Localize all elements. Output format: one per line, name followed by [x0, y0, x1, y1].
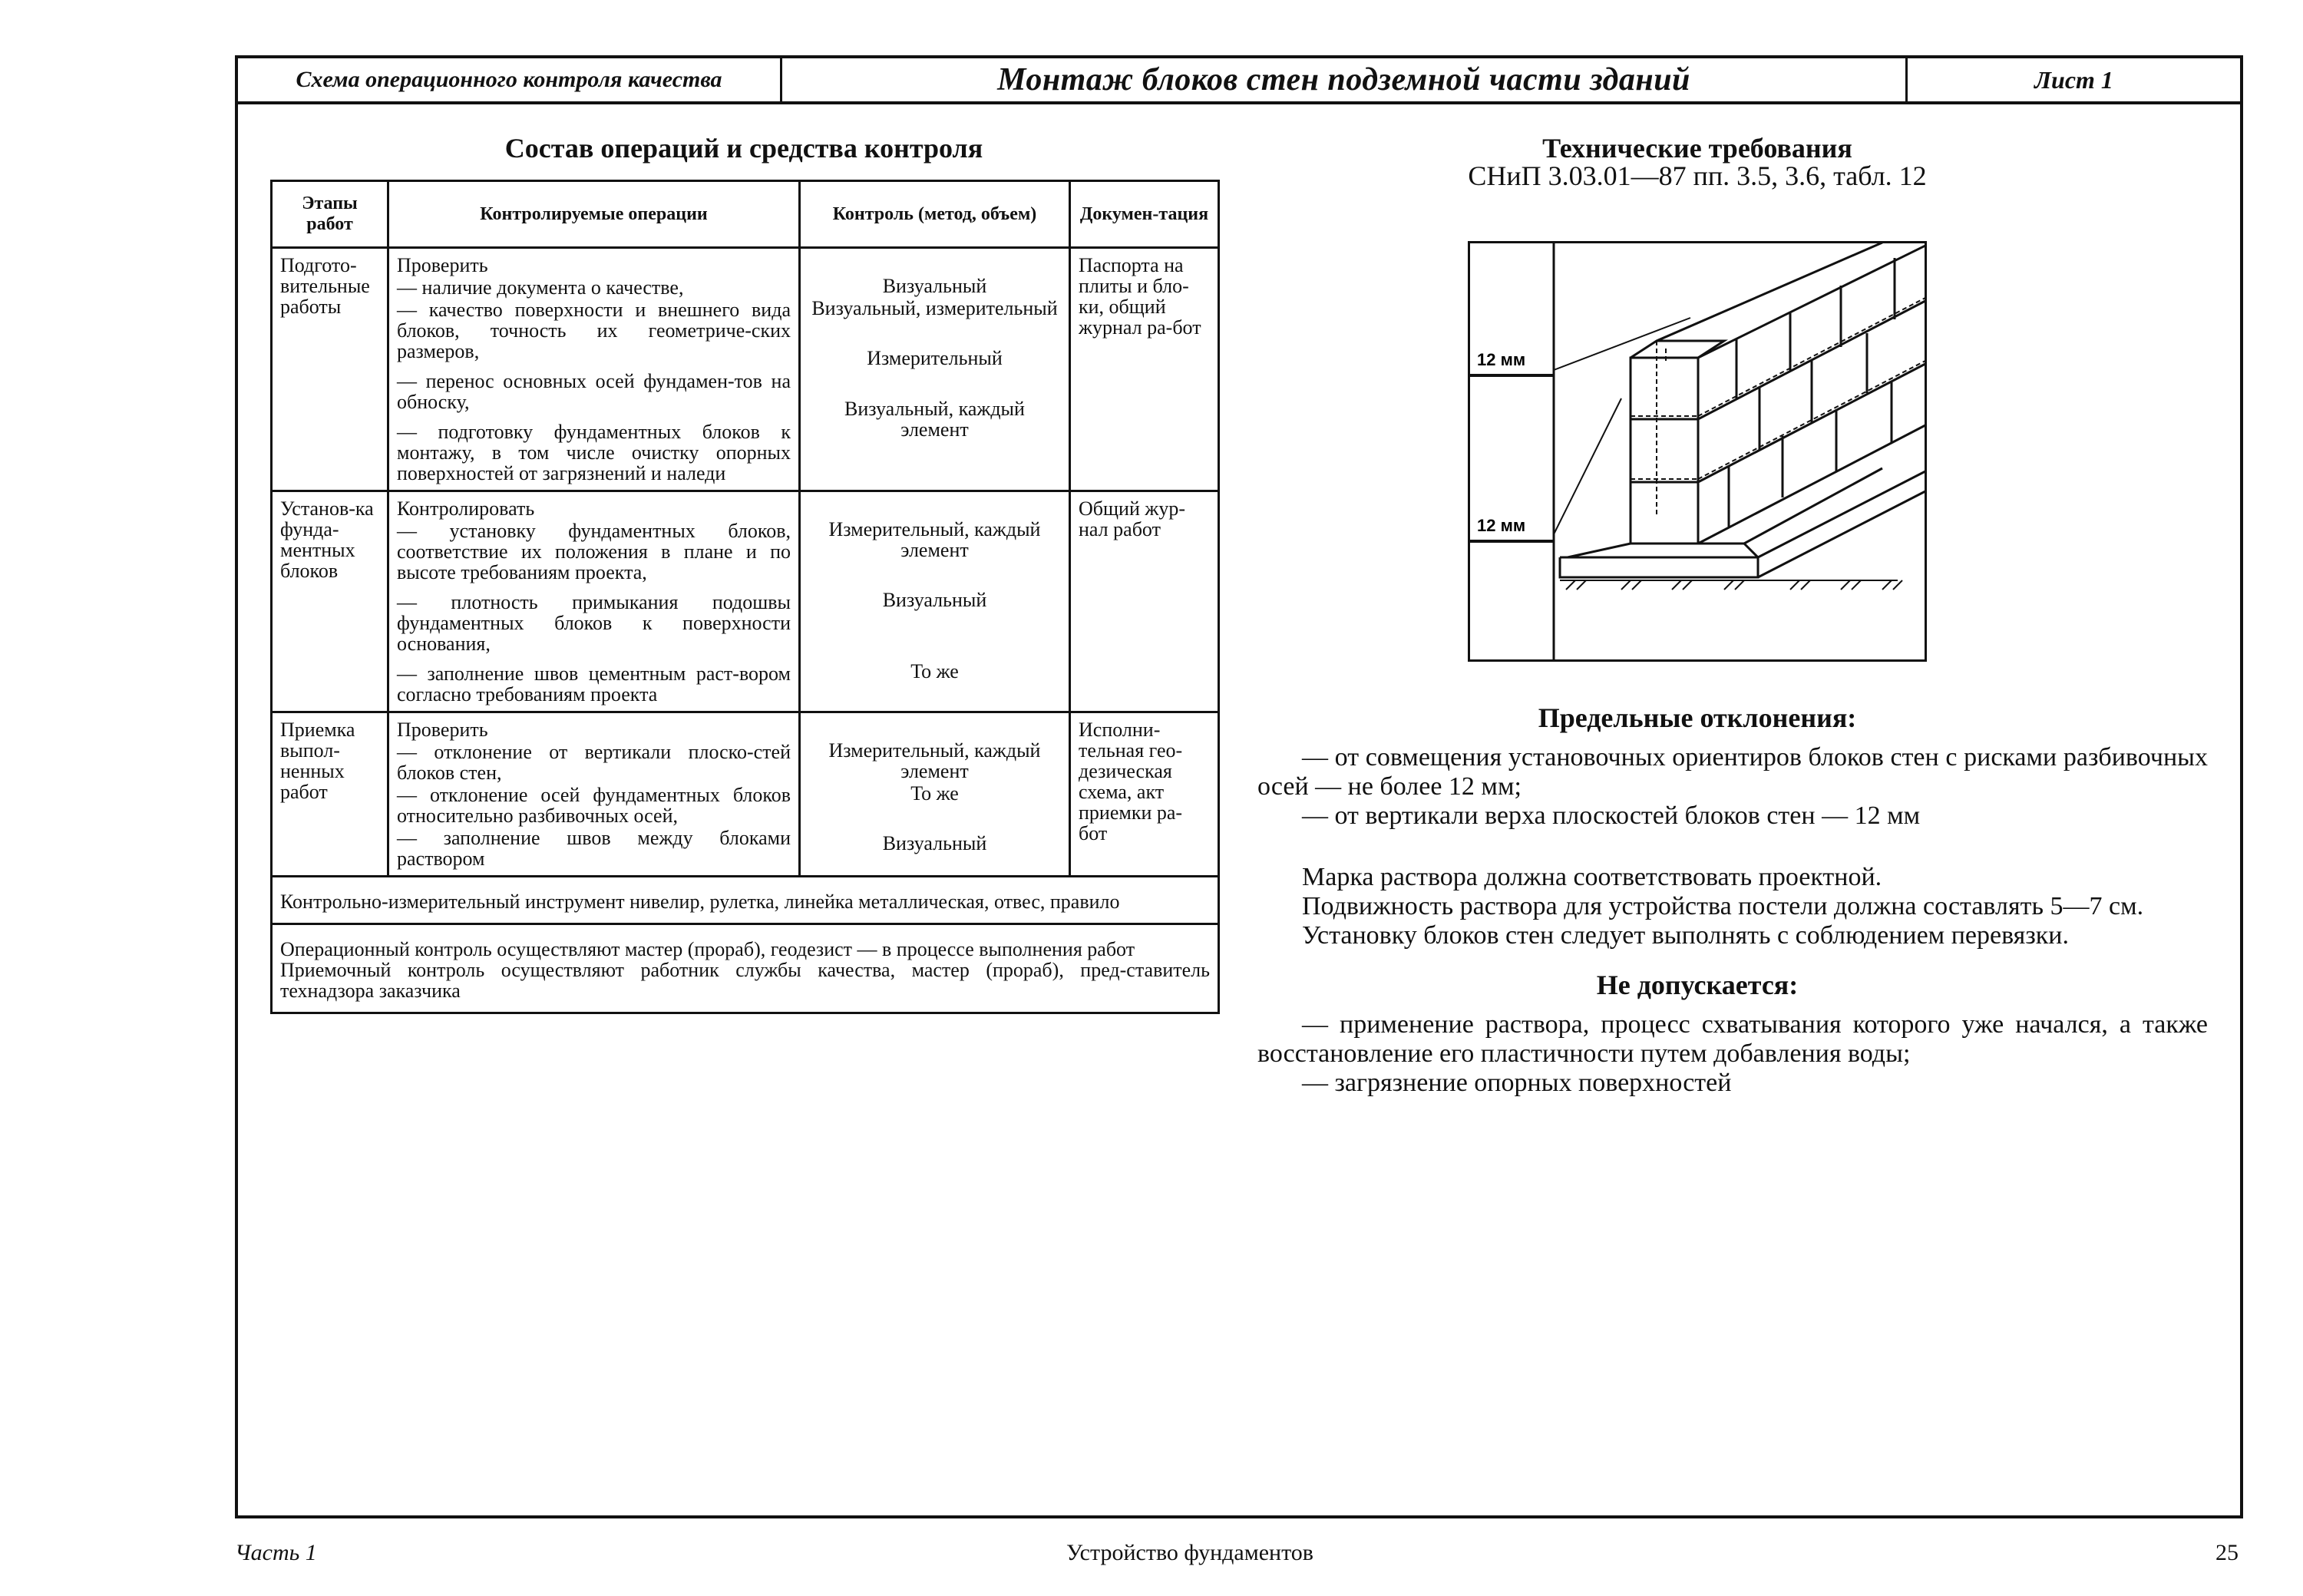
control-method: Измерительный, каждый элемент: [828, 739, 1041, 782]
not-allowed-title: Не допускается:: [1596, 970, 1799, 1000]
control-method: Измерительный, каждый элемент: [828, 518, 1041, 561]
operation-item: — наличие документа о качестве,: [397, 276, 684, 299]
operations-cell: [388, 248, 800, 491]
tech-requirements-ref: СНиП 3.03.01—87 пп. 3.5, 3.6, табл. 12: [1468, 160, 1927, 191]
col-control-header: Контроль (метод, объем): [800, 181, 1070, 248]
control-method: Измерительный: [867, 347, 1003, 369]
note-item: Марка раствора должна соответствовать проектной.: [1302, 863, 1882, 891]
operation-lead: Контролировать: [397, 497, 535, 520]
operation-item: — подготовку фундаментных блоков к монтажу, в том числе очистку опорных поверхностей от загрязнений и наледи: [397, 421, 791, 484]
control-method: Визуальный: [882, 589, 987, 611]
operation-item: — заполнение швов между блоками раствором: [397, 827, 791, 870]
fig-dimension-label-bottom: 12 мм: [1477, 516, 1526, 535]
control-cell: [800, 491, 1070, 712]
operational-control-note: Операционный контроль осуществляют мастер (прораб), геодезист — в процессе выполнения работ: [280, 938, 1135, 960]
deviation-item: — от вертикали верха плоскостей блоков стен — 12 мм: [1302, 801, 1921, 830]
limit-deviations-title: Предельные отклонения:: [1538, 702, 1857, 733]
not-allowed-list: [1257, 1010, 2208, 1098]
limit-deviations-list: [1257, 743, 2208, 831]
stage-cell: Установ-ка фунда-ментных блоков: [272, 491, 388, 712]
header-scheme-title: Схема операционного контроля качества: [238, 58, 782, 101]
operation-item: — плотность примыкания подошвы фундаментных блоков к поверхности основания,: [397, 591, 791, 655]
header: [238, 58, 2240, 104]
control-notes-row: [272, 924, 1219, 1013]
operation-lead: Проверить: [397, 254, 488, 276]
stage-cell: Приемка выпол-ненных работ: [272, 712, 388, 877]
operation-item: — отклонение от вертикали плоско-стей блоков стен,: [397, 741, 791, 784]
block-wall-figure: [1468, 241, 1927, 662]
control-method: То же: [910, 782, 959, 805]
operation-lead: Проверить: [397, 719, 488, 741]
control-method: Визуальный: [882, 275, 987, 297]
note-item: Подвижность раствора для устройства постели должна составлять 5—7 см.: [1302, 892, 2144, 920]
control-method: Визуальный, измерительный: [811, 297, 1058, 319]
acceptance-control-note: Приемочный контроль осуществляют работник службы качества, мастер (прораб), пред-ставитель технадзора заказчика: [280, 959, 1210, 1002]
mortar-notes: [1257, 863, 2208, 950]
control-cell: [800, 712, 1070, 877]
col-stage-header: Этапы работ: [272, 181, 388, 248]
instruments-row: [272, 877, 1219, 924]
not-allowed-item: — применение раствора, процесс схватывания которого уже начался, а также восстановление его пластичности путем добавления воды;: [1257, 1010, 2208, 1068]
fig-dimension-label-top: 12 мм: [1477, 350, 1526, 369]
operations-cell: [388, 491, 800, 712]
operation-item: — установку фундаментных блоков, соответствие их положения в плане и по высоте требованиям проекта,: [397, 520, 791, 583]
operations-cell: [388, 712, 800, 877]
tech-requirements-title: Технические требования: [1542, 133, 1852, 164]
col-docs-header: Докумен-тация: [1070, 181, 1219, 248]
header-sheet-number: Лист 1: [2034, 65, 2113, 94]
control-cell: [800, 248, 1070, 491]
control-notes-cell: [272, 924, 1219, 1013]
docs-cell: Исполни-тельная гео-дезическая схема, акт приемки ра-бот: [1070, 712, 1219, 877]
control-method: То же: [910, 660, 959, 682]
stage-cell: Подгото-вительные работы: [272, 248, 388, 491]
instruments-cell: Контрольно-измерительный инструмент нивелир, рулетка, линейка металлическая, отвес, правило: [272, 877, 1219, 924]
control-method: Визуальный, каждый элемент: [844, 398, 1025, 441]
operation-item: — качество поверхности и внешнего вида блоков, точность их геометриче-ских размеров,: [397, 299, 791, 362]
control-method: Визуальный: [882, 832, 987, 854]
not-allowed-item: — загрязнение опорных поверхностей: [1302, 1069, 1732, 1097]
deviation-item: — от совмещения установочных ориентиров блоков стен с рисками разбивочных осей — не более 12 мм;: [1257, 743, 2208, 801]
footer-part: Часть 1: [235, 1540, 317, 1565]
header-work-title: Монтаж блоков стен подземной части зданий: [782, 58, 1908, 101]
docs-cell: Паспорта на плиты и бло-ки, общий журнал ра-бот: [1070, 248, 1219, 491]
operation-item: — перенос основных осей фундамен-тов на обноску,: [397, 370, 791, 413]
footer-page-number: 25: [2215, 1540, 2239, 1565]
docs-cell: Общий жур-нал работ: [1070, 491, 1219, 712]
operation-item: — отклонение осей фундаментных блоков относительно разбивочных осей,: [397, 784, 791, 827]
table-row: [272, 712, 1219, 877]
operation-item: — заполнение швов цементным раст-вором согласно требованиям проекта: [397, 663, 791, 705]
col-operations-header: Контролируемые операции: [388, 181, 800, 248]
operations-title: Состав операций и средства контроля: [504, 133, 983, 164]
table-row: [272, 248, 1219, 491]
footer-section: Устройство фундаментов: [1066, 1540, 1313, 1565]
table-row: [272, 491, 1219, 712]
note-item: Установку блоков стен следует выполнять с соблюдением перевязки.: [1302, 921, 2069, 950]
table-header-row: [272, 181, 1219, 248]
page-frame: [235, 55, 2243, 1518]
operations-table: [270, 180, 1220, 1014]
